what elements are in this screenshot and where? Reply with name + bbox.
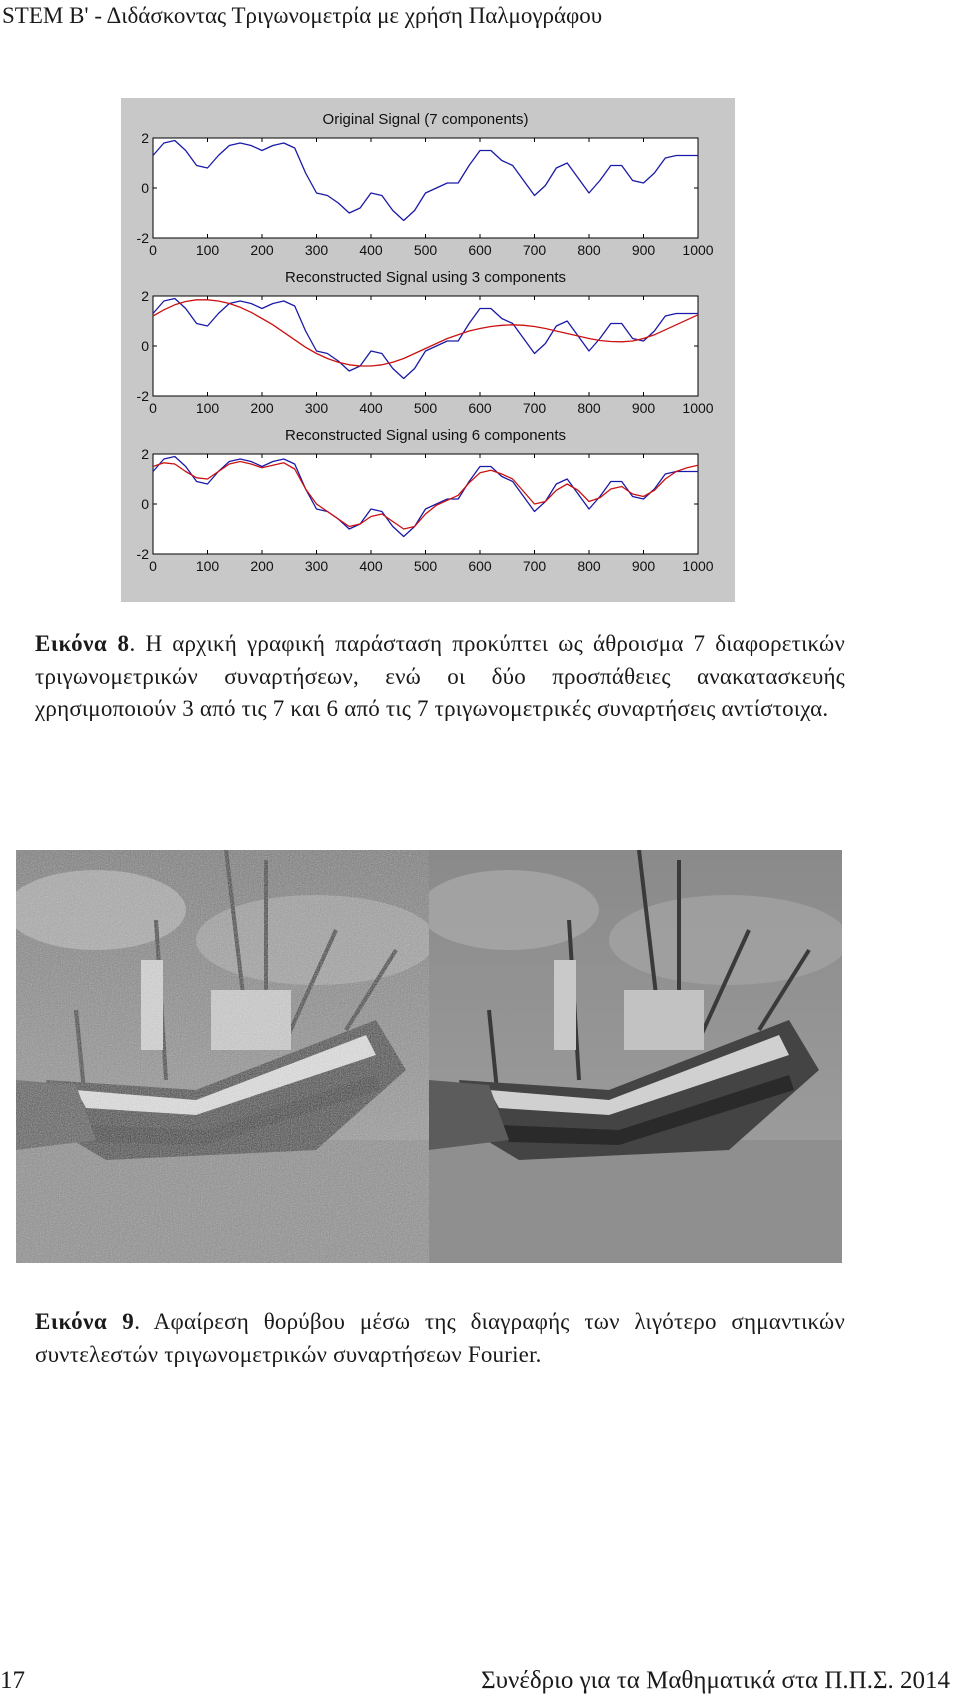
- plot-2-xtick-label: 0: [149, 400, 157, 416]
- figure-9-label: Εικόνα 9: [35, 1309, 135, 1334]
- plot-2-xtick-label: 1000: [682, 400, 714, 416]
- plot-1-ytick-label: 0: [141, 180, 149, 196]
- plot-1-xtick-label: 600: [468, 242, 492, 258]
- plot-3-xtick-label: 800: [577, 558, 601, 574]
- plot-1-xtick-label: 700: [522, 242, 547, 258]
- plot-2-xtick-label: 500: [413, 400, 438, 416]
- plot-3-xtick-label: 900: [631, 558, 656, 574]
- plot-2-axes: [153, 296, 698, 396]
- plot-2-xtick-label: 800: [577, 400, 601, 416]
- plot-3-xtick-label: 600: [468, 558, 492, 574]
- plot-2-title: Reconstructed Signal using 3 components: [284, 269, 567, 286]
- plot-2-ytick-label: -2: [136, 388, 149, 404]
- plot-1-ytick-label: -2: [136, 230, 149, 246]
- plot-3-xtick-label: 300: [304, 558, 329, 574]
- plot-2-xtick-label: 700: [522, 400, 547, 416]
- figure-8-caption-text: . Η αρχική γραφική παράσταση προκύπτει ως άθροισμα 7 διαφορετικών τριγωνομετρικών συναρτήσεων, ενώ οι δύο προσπάθειες ανακατασκευής χρησιμοποιούν 3 από τις 7 και 6 από τις 7 τριγωνομετρικές συναρτήσεις αντίστοιχα.: [35, 631, 845, 721]
- plot-2-xtick-label: 300: [304, 400, 329, 416]
- plot-1-axes: [153, 138, 698, 238]
- figure-9-caption: [35, 1306, 845, 1371]
- figure-9-images: [16, 850, 842, 1263]
- running-head: STEM Β' - Διδάσκοντας Τριγωνομετρία με χρήση Παλμογράφου: [2, 3, 603, 28]
- plot-1-xtick-label: 200: [250, 242, 274, 258]
- plot-1-xtick-label: 1000: [682, 242, 714, 258]
- plot-3-xtick-label: 100: [195, 558, 220, 574]
- plot-1-xtick-label: 100: [195, 242, 220, 258]
- plot-2-xtick-label: 600: [468, 400, 492, 416]
- plot-1-xtick-label: 800: [577, 242, 601, 258]
- figure-8-label: Εικόνα 8: [35, 631, 130, 656]
- plot-3-xtick-label: 0: [149, 558, 157, 574]
- plot-3-ytick-label: -2: [136, 546, 149, 562]
- plot-2-xtick-label: 900: [631, 400, 656, 416]
- plot-1-xtick-label: 500: [413, 242, 438, 258]
- plot-2-xtick-label: 200: [250, 400, 274, 416]
- plot-3-xtick-label: 500: [413, 558, 438, 574]
- plot-1-title: Original Signal (7 components): [322, 111, 529, 128]
- plot-2-xtick-label: 400: [359, 400, 383, 416]
- plot-3-xtick-label: 1000: [682, 558, 714, 574]
- figure-9-caption-text: . Αφαίρεση θορύβου μέσω της διαγραφής των λιγότερο σημαντικών συντελεστών τριγωνομετρικών συναρτήσεων Fourier.: [35, 1309, 845, 1367]
- figure-8-signal-plots: [121, 98, 735, 602]
- plot-2-ytick-label: 0: [141, 338, 149, 354]
- footer-conference: Συνέδριο για τα Μαθηματικά στα Π.Π.Σ. 2014: [481, 1667, 950, 1694]
- plot-1-xtick-label: 400: [359, 242, 383, 258]
- plot-3-ytick-label: 0: [141, 496, 149, 512]
- plot-3-xtick-label: 200: [250, 558, 274, 574]
- signal-plots-svg: [121, 98, 735, 602]
- plot-3-xtick-label: 400: [359, 558, 383, 574]
- plot-3-title: Reconstructed Signal using 6 components: [284, 427, 567, 444]
- plot-1-xtick-label: 0: [149, 242, 157, 258]
- plot-3-ytick-label: 2: [141, 446, 149, 462]
- plot-2-ytick-label: 2: [141, 288, 149, 304]
- figure-8-caption: [35, 628, 845, 726]
- plot-1-ytick-label: 2: [141, 130, 149, 146]
- page-number: 17: [0, 1667, 25, 1694]
- plot-2-xtick-label: 100: [195, 400, 220, 416]
- plot-1-xtick-label: 900: [631, 242, 656, 258]
- plot-3-axes: [153, 454, 698, 554]
- plot-1-xtick-label: 300: [304, 242, 329, 258]
- noisy-boat-image: [16, 850, 429, 1263]
- denoised-boat-image: [429, 850, 842, 1263]
- plot-3-xtick-label: 700: [522, 558, 547, 574]
